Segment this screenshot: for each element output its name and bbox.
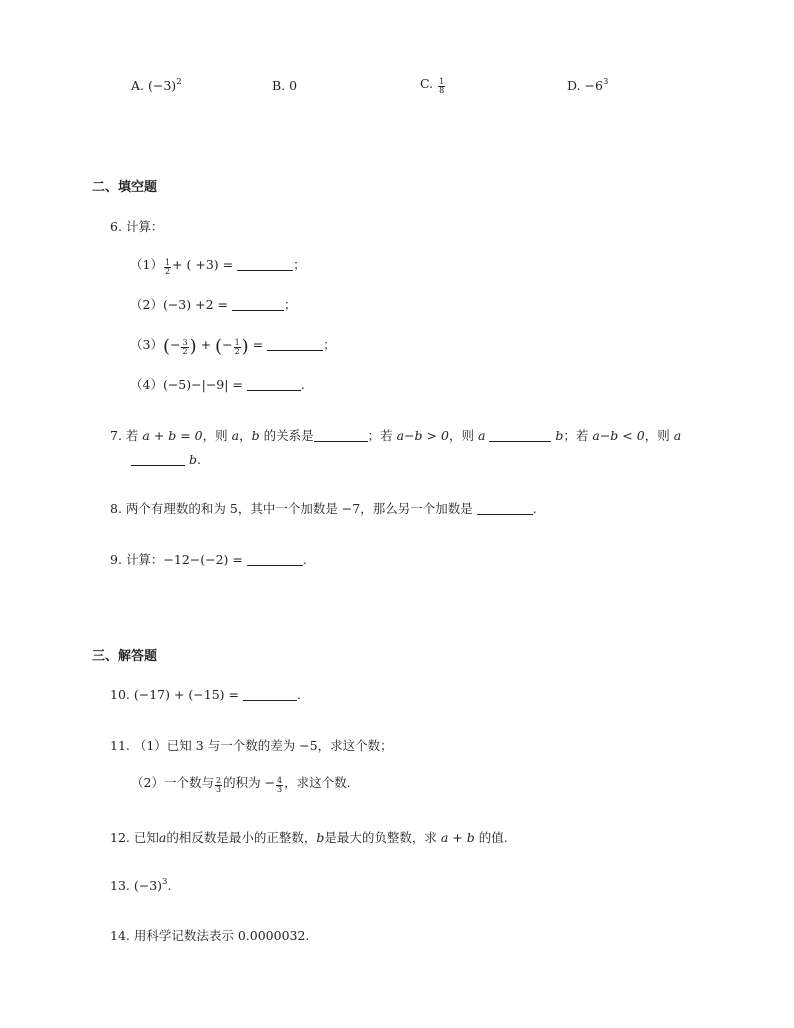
q6-part3-sign1: −	[169, 337, 181, 352]
q7-var-b1: b	[251, 428, 260, 443]
q6-part1-fraction	[164, 259, 171, 276]
q6-part3-left-paren2: (	[215, 336, 223, 357]
q6-part2-label: （2）	[130, 297, 163, 312]
q6-part2-end: ；	[283, 297, 297, 312]
q6-part1	[130, 259, 306, 276]
q7-line1	[110, 430, 681, 443]
q7-text4: ，则	[448, 428, 474, 443]
q7-var-a1: a	[231, 428, 240, 443]
q6-part4-label: （4）	[130, 377, 163, 392]
q6-part1-answer-blank[interactable]	[237, 259, 293, 271]
q8-end: .	[532, 501, 537, 516]
q6-part4-expression: (−5)−|−9| =	[162, 377, 243, 392]
q6-intro: 6. 计算：	[110, 219, 164, 234]
q12	[110, 832, 508, 845]
choice-b-label: B.	[272, 78, 286, 93]
q11-numerator2: 4	[277, 776, 283, 785]
q11-part2-end: ，求这个数.	[284, 775, 351, 790]
q6-part2-expression: (−3) +2 =	[162, 297, 228, 312]
choice-c-denominator: 8	[439, 86, 445, 95]
q7-answer-blank3[interactable]	[131, 454, 185, 466]
q8	[110, 503, 537, 516]
q10	[110, 689, 301, 702]
q6-part3-right-paren: )	[189, 336, 197, 357]
q6-part3-right-paren2: )	[241, 336, 249, 357]
q6-part3-numerator1: 3	[182, 338, 188, 347]
q7-condition3: a−b < 0	[592, 428, 645, 443]
choice-a	[131, 77, 182, 93]
q6-part3	[130, 338, 336, 356]
choice-a-label: A.	[131, 78, 145, 93]
q7-answer-blank1[interactable]	[314, 430, 368, 442]
choice-c-fraction	[438, 78, 445, 95]
q10-expression: 10. (−17) + (−15) =	[110, 687, 239, 702]
q7-text5: ；若	[563, 428, 589, 443]
q12-sum: a + b	[440, 830, 475, 845]
q6-part1-label: （1）	[130, 257, 163, 272]
q6-part3-answer-blank[interactable]	[267, 339, 323, 351]
q9-end: .	[302, 552, 307, 567]
q12-end: 的值.	[478, 830, 508, 845]
q11-fraction2	[276, 777, 283, 794]
q7-answer-blank2[interactable]	[489, 430, 551, 442]
choice-d	[567, 77, 609, 93]
q11-part2	[131, 777, 351, 794]
q7-text6: ，则	[644, 428, 670, 443]
q12-prefix: 12. 已知	[110, 830, 159, 845]
q11-denominator1: 3	[215, 785, 222, 794]
q7-text2: 的关系是	[263, 428, 314, 443]
q6-part3-sign2: −	[222, 337, 233, 352]
q6-part3-equals: =	[252, 337, 264, 352]
q13	[110, 877, 172, 893]
q6-part1-end: ；	[293, 257, 306, 272]
q6-part3-end: ；	[323, 337, 336, 352]
q6-part3-fraction1	[181, 339, 188, 356]
q12-var-a: a	[158, 830, 167, 845]
q7-text3: ；若	[367, 428, 393, 443]
q6-part3-label: （3）	[130, 337, 163, 352]
q14: 14. 用科学记数法表示 0.0000032.	[110, 928, 310, 943]
q7-text1: ，则	[202, 428, 228, 443]
q7-comma: ，	[239, 428, 252, 443]
q7-var-b3: b	[188, 452, 197, 467]
q6-part3-numerator2: 1	[234, 338, 240, 347]
q6-part4-answer-blank[interactable]	[247, 379, 301, 391]
q6-part3-denominator2: 2	[234, 347, 240, 356]
choice-b	[272, 80, 297, 93]
choice-c-label: C.	[420, 76, 434, 91]
section-fill-in-title: 二、填空题	[92, 180, 158, 195]
q13-end: .	[167, 878, 172, 893]
q11-numerator1: 2	[215, 776, 222, 785]
q11-part2-middle: 的积为 −	[223, 775, 276, 790]
q6-part2-answer-blank[interactable]	[232, 299, 284, 311]
q6-part1-expression: + ( +3) =	[172, 257, 234, 272]
q6-part4-end: .	[300, 377, 305, 392]
choice-a-exponent: 2	[176, 77, 182, 87]
q6-part1-numerator: 1	[164, 258, 171, 267]
q7-var-b2: b	[555, 428, 564, 443]
choice-d-base: −6	[584, 78, 603, 93]
q9-answer-blank[interactable]	[247, 554, 303, 566]
choice-a-base: (−3)	[148, 78, 177, 93]
q11-part2-prefix: （2）一个数与	[131, 775, 214, 790]
q7-prefix: 7. 若	[110, 428, 139, 443]
q12-middle2: 是最大的负整数，求	[324, 830, 437, 845]
q7-line2	[131, 454, 201, 467]
q11-fraction1	[215, 777, 222, 794]
q8-answer-blank[interactable]	[477, 503, 533, 515]
q7-var-a2: a	[477, 428, 486, 443]
q9-text: 9. 计算：−12−(−2) =	[110, 552, 243, 567]
q7-condition2: a−b > 0	[396, 428, 449, 443]
q10-end: .	[296, 687, 301, 702]
q6-part3-left-paren: (	[162, 336, 170, 357]
q13-exponent: 3	[162, 877, 168, 887]
q13-base: 13. (−3)	[110, 878, 163, 893]
q6-part2	[130, 299, 296, 312]
q12-middle: 的相反数是最小的正整数，	[166, 830, 317, 845]
q7-var-a3: a	[673, 428, 682, 443]
q12-var-b: b	[316, 830, 325, 845]
q6-part3-denominator1: 2	[182, 347, 188, 356]
q7-end: .	[197, 452, 201, 467]
q8-text: 8. 两个有理数的和为 5，其中一个加数是 −7，那么另一个加数是	[110, 501, 473, 516]
q6-part3-plus: +	[200, 337, 212, 352]
q9	[110, 554, 307, 567]
choice-d-label: D.	[567, 78, 581, 93]
choice-c-numerator: 1	[439, 77, 445, 86]
q6-part4	[130, 379, 305, 392]
q11-denominator2: 3	[277, 785, 283, 794]
q7-condition1: a + b = 0	[142, 428, 203, 443]
choice-c	[420, 78, 446, 95]
choice-d-exponent: 3	[602, 77, 609, 87]
q11-part1: 11. （1）已知 3 与一个数的差为 −5，求这个数；	[110, 738, 393, 753]
section-answer-title: 三、解答题	[92, 649, 158, 664]
choice-b-value: 0	[289, 78, 298, 93]
q10-answer-blank[interactable]	[243, 689, 297, 701]
q6-part3-fraction2	[234, 339, 241, 356]
q6-part1-denominator: 2	[164, 267, 171, 276]
